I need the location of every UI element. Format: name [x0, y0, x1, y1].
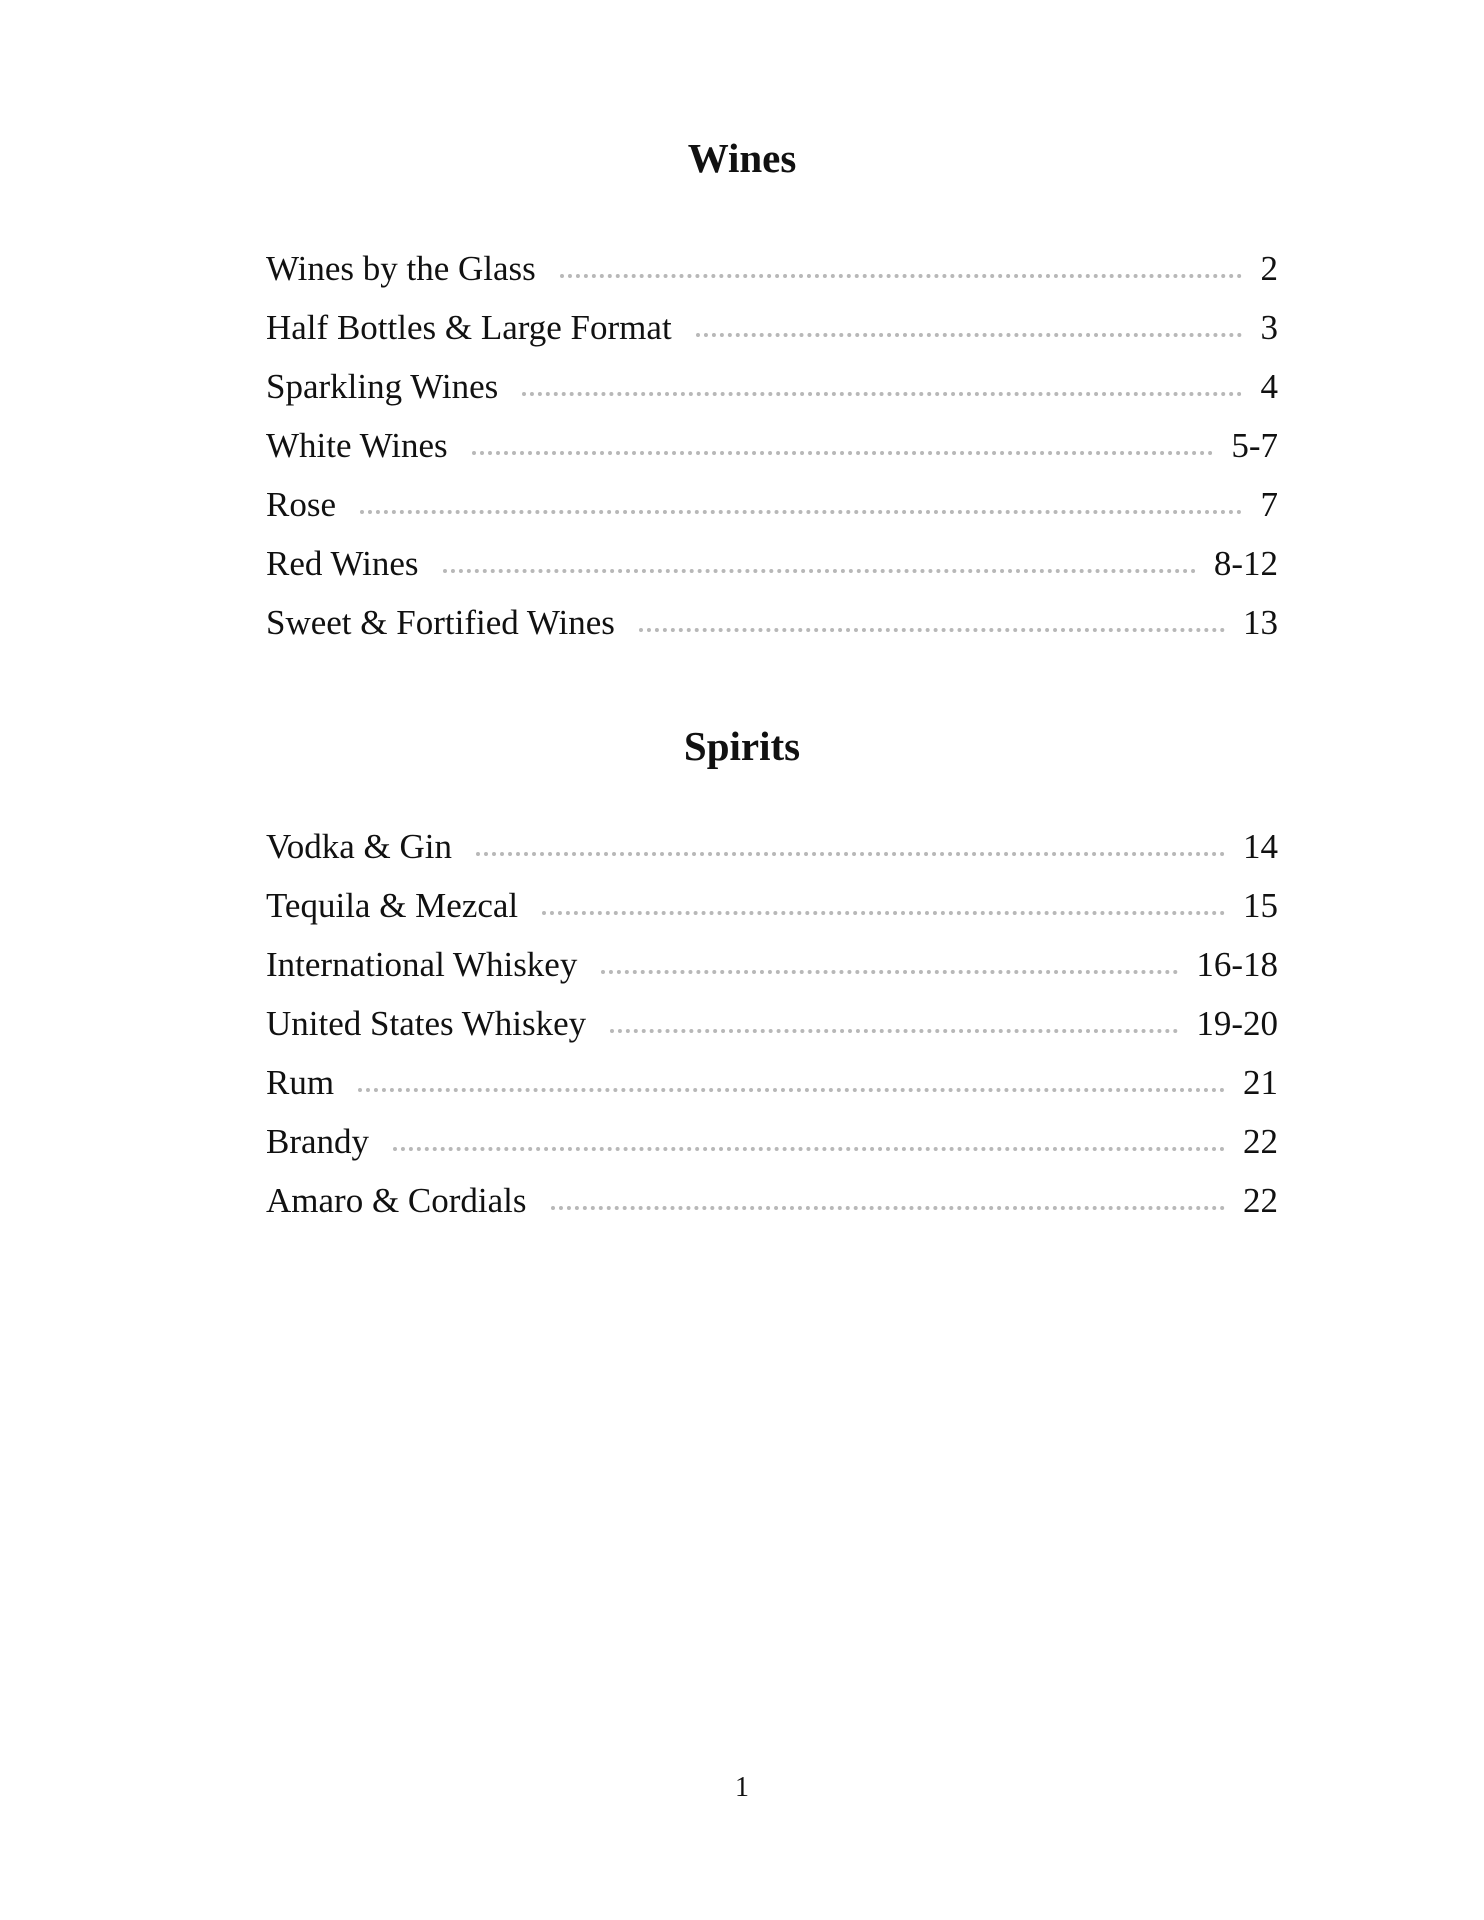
toc-entry-label: Red Wines: [266, 544, 419, 583]
toc-entry[interactable]: [266, 599, 1278, 658]
toc-entry-label: Vodka & Gin: [266, 827, 453, 866]
dot-leader: [639, 616, 1225, 632]
dot-leader: [551, 1194, 1225, 1210]
toc-entry-page: 5-7: [1231, 426, 1278, 465]
toc-entry-label: Brandy: [266, 1122, 370, 1161]
toc-entry[interactable]: [266, 823, 1278, 882]
dot-leader: [522, 380, 1242, 396]
toc-entry-page: 19-20: [1196, 1004, 1278, 1043]
dot-leader: [542, 899, 1225, 915]
section-title-spirits: Spirits: [683, 723, 801, 769]
toc-entry-label: Tequila & Mezcal: [266, 886, 519, 925]
toc-list-wines: [266, 245, 1278, 658]
toc-entry[interactable]: [266, 1000, 1278, 1059]
dot-leader: [358, 1076, 1225, 1092]
dot-leader: [696, 321, 1242, 337]
toc-entry[interactable]: [266, 1118, 1278, 1177]
toc-entry[interactable]: [266, 941, 1278, 1000]
toc-entry-page: 14: [1243, 827, 1278, 866]
toc-entry-label: United States Whiskey: [266, 1004, 587, 1043]
toc-entry-label: Sweet & Fortified Wines: [266, 603, 615, 642]
toc-entry-label: White Wines: [266, 426, 448, 465]
toc-entry-page: 15: [1243, 886, 1278, 925]
dot-leader: [393, 1135, 1225, 1151]
toc-entry[interactable]: [266, 245, 1278, 304]
toc-entry[interactable]: [266, 422, 1278, 481]
toc-entry-page: 8-12: [1213, 544, 1278, 583]
toc-entry-label: Half Bottles & Large Format: [266, 308, 672, 347]
toc-entry[interactable]: [266, 304, 1278, 363]
toc-entry-page: 3: [1260, 308, 1278, 347]
dot-leader: [472, 439, 1214, 455]
toc-entry-page: 4: [1260, 367, 1278, 406]
toc-entry[interactable]: [266, 1059, 1278, 1118]
toc-entry[interactable]: [266, 363, 1278, 422]
toc-entry-page: 21: [1243, 1063, 1278, 1102]
toc-entry-label: Rose: [266, 485, 336, 524]
dot-leader: [360, 498, 1242, 514]
toc-entry-page: 2: [1260, 249, 1278, 288]
toc-entry-page: 22: [1243, 1122, 1278, 1161]
toc-entry-page: 13: [1243, 603, 1278, 642]
dot-leader: [443, 557, 1196, 573]
toc-entry-label: Wines by the Glass: [266, 249, 536, 288]
toc-entry[interactable]: [266, 481, 1278, 540]
page-number: 1: [735, 1772, 749, 1803]
dot-leader: [610, 1017, 1178, 1033]
dot-leader: [601, 958, 1178, 974]
toc-entry-label: Sparkling Wines: [266, 367, 499, 406]
dot-leader: [476, 840, 1225, 856]
toc-entry-label: International Whiskey: [266, 945, 578, 984]
toc-entry[interactable]: [266, 1177, 1278, 1236]
toc-entry-page: 22: [1243, 1181, 1278, 1220]
toc-entry[interactable]: [266, 540, 1278, 599]
toc-entry-page: 7: [1260, 485, 1278, 524]
toc-entry-page: 16-18: [1196, 945, 1278, 984]
toc-entry[interactable]: [266, 882, 1278, 941]
toc-list-spirits: [266, 823, 1278, 1236]
toc-entry-label: Rum: [266, 1063, 335, 1102]
section-title-wines: Wines: [687, 135, 797, 181]
toc-entry-label: Amaro & Cordials: [266, 1181, 527, 1220]
dot-leader: [560, 262, 1242, 278]
